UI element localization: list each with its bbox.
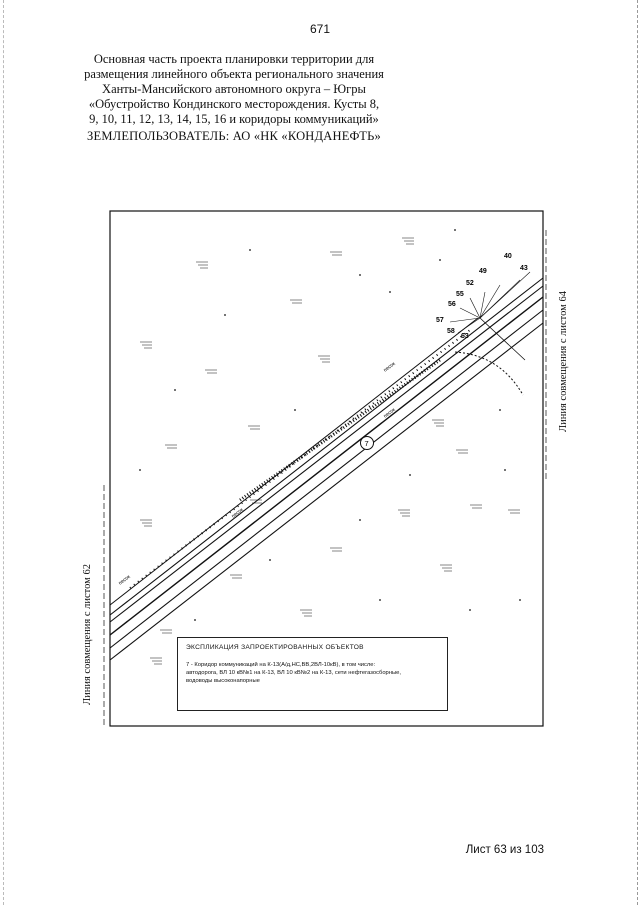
leader-line: [470, 298, 480, 318]
header-line: «Обустройство Кондинского месторождения. Кусты 8,: [88, 97, 380, 111]
road-label: песок: [230, 506, 245, 520]
leader-line: [480, 280, 520, 318]
corridor-line: [110, 297, 543, 635]
header-line: размещения линейного объекта регионального значения: [84, 67, 384, 81]
point-label: 57: [436, 317, 444, 324]
header-line: Ханты-Мансийского автономного округа – Югры: [102, 82, 366, 96]
corridor-line: [110, 278, 543, 615]
legend-line: водоводы высоконапорные: [186, 678, 260, 684]
page-number: 671: [309, 22, 331, 36]
point-label: 43: [520, 265, 528, 272]
legend-line: 7 - Коридор коммуникаций на К-13(А/д,НС,ВВ,2ВЛ-10кВ), в том числе:: [186, 662, 376, 668]
legend-box: [177, 637, 448, 711]
point-label: 49: [479, 268, 487, 275]
terrain-dots: [139, 229, 521, 621]
point-label: 52: [466, 280, 474, 287]
point-label: 63: [461, 333, 469, 340]
header-line: 9, 10, 11, 12, 13, 14, 15, 16 и коридоры коммуникаций»: [89, 112, 379, 126]
point-label: 40: [504, 253, 512, 260]
object-marker-label: 7: [364, 439, 369, 448]
road-label: песок: [382, 360, 397, 374]
legend-line: автодорога, ВЛ 10 кВ№1 на К-13, ВЛ 10 кВ№2 на К-13, сети нефтегазосборные,: [186, 670, 401, 676]
point-label: 58: [447, 328, 455, 335]
match-line-label-right: Линия совмещения с листом 64: [558, 291, 569, 432]
legend-title: ЭКСПЛИКАЦИЯ ЗАПРОЕКТИРОВАННЫХ ОБЪЕКТОВ: [186, 644, 364, 651]
road-label: песок: [117, 573, 132, 587]
land-user-line: ЗЕМЛЕПОЛЬЗОВАТЕЛЬ: АО «НК «КОНДАНЕФТЬ»: [87, 129, 381, 143]
corridor-line: [110, 310, 543, 648]
embankment-hatch: [240, 360, 440, 500]
road-label: песок: [382, 406, 397, 420]
corridor-line: [110, 323, 543, 660]
corridor-line: [110, 286, 543, 622]
point-label: 56: [448, 301, 456, 308]
header-line: Основная часть проекта планировки территории для: [93, 52, 375, 66]
match-line-label-left: Линия совмещения с листом 62: [82, 564, 93, 705]
leader-line: [460, 308, 480, 318]
sheet-label: Лист 63 из 103: [465, 844, 544, 856]
point-label: 55: [456, 291, 464, 298]
